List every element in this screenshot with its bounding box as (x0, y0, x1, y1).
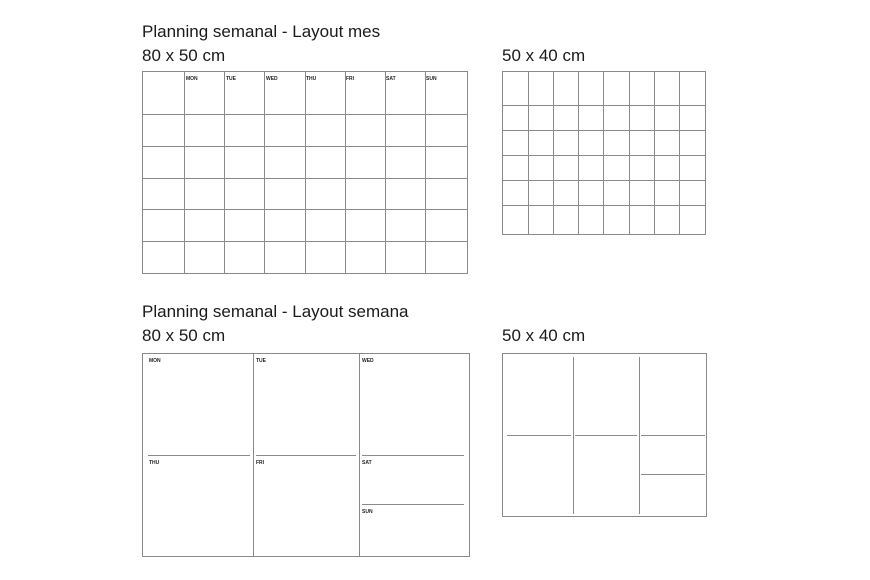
week-layout-small-board (502, 353, 707, 517)
week-large-size-label: 80 x 50 cm (142, 326, 226, 345)
row-divider (507, 435, 571, 436)
grid-column-line (264, 72, 265, 273)
column-divider (639, 357, 640, 514)
grid-column-line (345, 72, 346, 273)
grid-column-line (629, 72, 630, 234)
grid-column-line (578, 72, 579, 234)
day-label-thu: THU (306, 76, 317, 82)
day-label-fri: FRI (346, 76, 355, 82)
grid-column-line (679, 72, 680, 234)
month-large-size-label: 80 x 50 cm (142, 46, 226, 65)
day-label-sat: SAT (386, 76, 396, 82)
row-divider (641, 474, 705, 475)
column-divider (253, 354, 254, 556)
month-small-size-label: 50 x 40 cm (502, 46, 586, 65)
row-divider (641, 435, 705, 436)
day-label-tue: TUE (226, 76, 236, 82)
grid-column-line (603, 72, 604, 234)
grid-column-line (654, 72, 655, 234)
month-layout-small-board (502, 71, 706, 235)
grid-row-line (143, 241, 467, 242)
week-layout-title: Planning semanal - Layout semana (142, 302, 409, 321)
grid-row-line (503, 105, 705, 106)
week-day-label-fri: FRI (256, 460, 265, 466)
day-label-mon: MON (186, 76, 198, 82)
week-day-label-tue: TUE (256, 358, 266, 364)
day-label-wed: WED (266, 76, 278, 82)
row-divider (362, 455, 464, 456)
grid-row-line (503, 205, 705, 206)
week-day-label-sun: SUN (362, 509, 373, 515)
month-layout-title: Planning semanal - Layout mes (142, 22, 381, 41)
week-day-label-sat: SAT (362, 460, 372, 466)
row-divider (148, 455, 250, 456)
grid-column-line (305, 72, 306, 273)
grid-row-line (503, 180, 705, 181)
grid-row-line (503, 130, 705, 131)
month-layout-large-board (142, 71, 468, 274)
grid-column-line (528, 72, 529, 234)
column-divider (573, 357, 574, 514)
week-day-label-thu: THU (149, 460, 160, 466)
grid-row-line (143, 146, 467, 147)
grid-row-line (143, 114, 467, 115)
grid-column-line (425, 72, 426, 273)
week-day-label-mon: MON (149, 358, 161, 364)
column-divider (359, 354, 360, 556)
grid-row-line (143, 209, 467, 210)
row-divider (256, 455, 356, 456)
row-divider (575, 435, 637, 436)
row-divider (362, 504, 464, 505)
week-small-size-label: 50 x 40 cm (502, 326, 586, 345)
day-label-sun: SUN (426, 76, 437, 82)
grid-row-line (143, 178, 467, 179)
week-day-label-wed: WED (362, 358, 374, 364)
grid-column-line (224, 72, 225, 273)
week-layout-large-board (142, 353, 470, 557)
grid-row-line (503, 155, 705, 156)
grid-column-line (184, 72, 185, 273)
grid-column-line (553, 72, 554, 234)
grid-column-line (385, 72, 386, 273)
